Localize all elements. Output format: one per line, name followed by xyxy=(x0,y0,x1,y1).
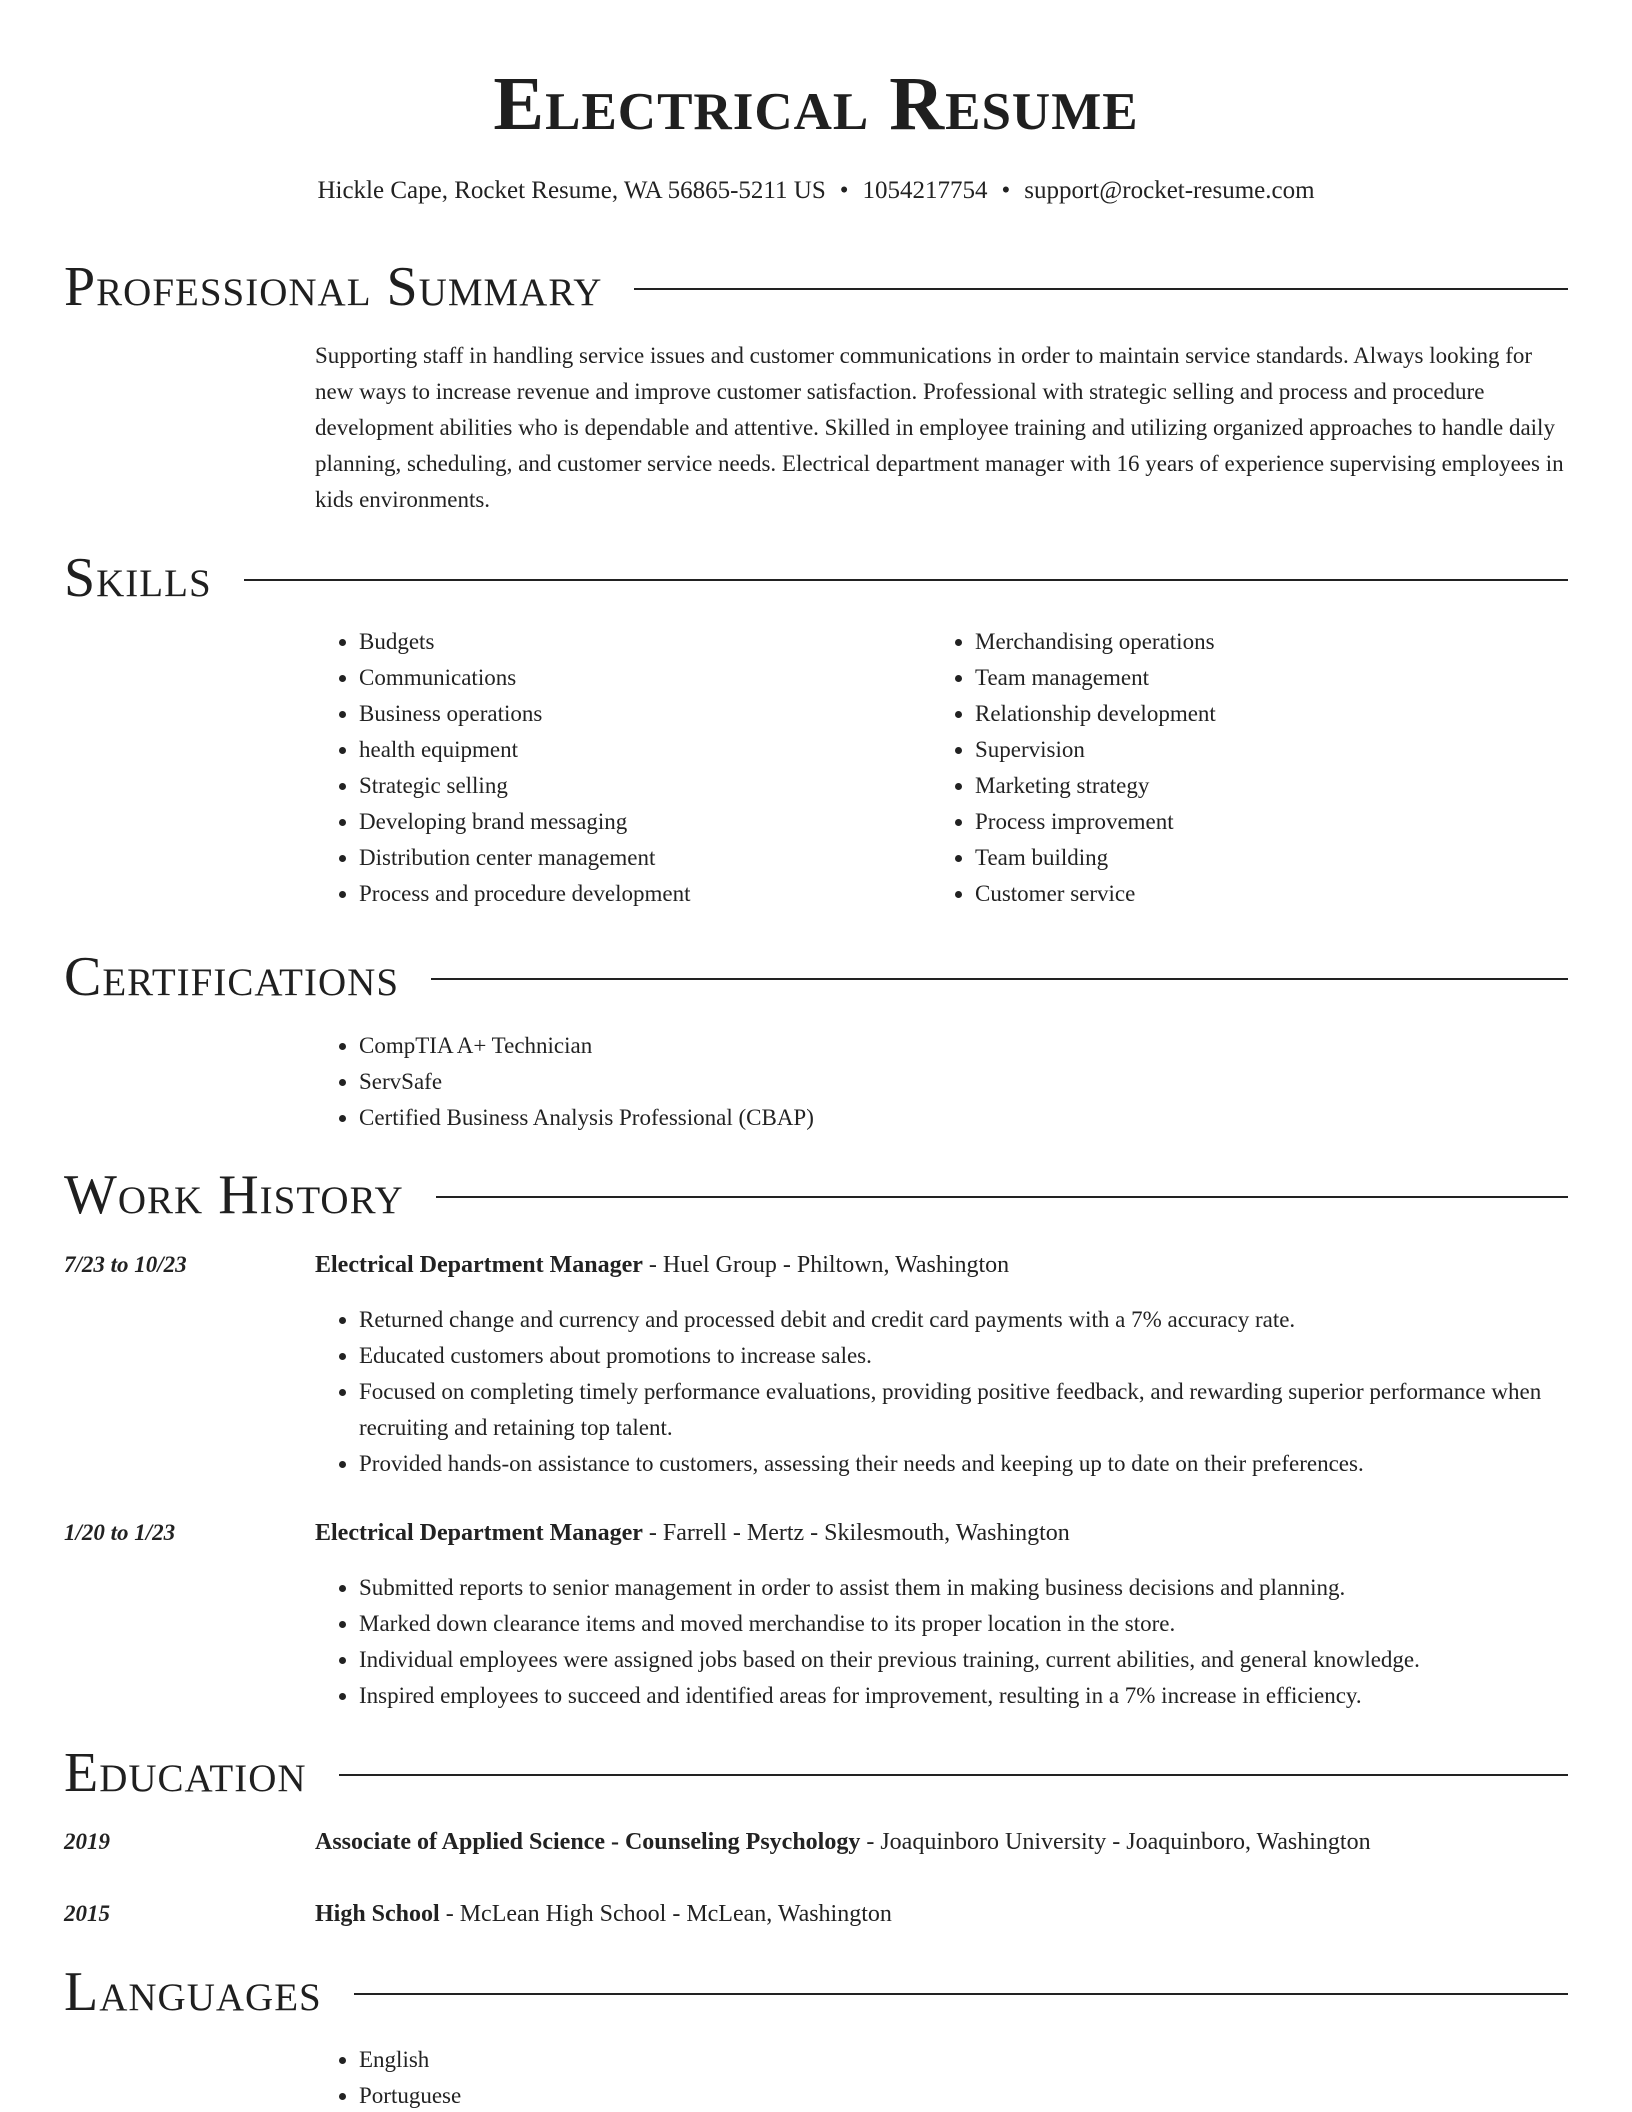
skill-item: • Customer service xyxy=(975,876,1547,912)
skill-item: • Developing brand messaging xyxy=(359,804,931,840)
skill-item: • health equipment xyxy=(359,732,931,768)
job-employer: - Farrell - Mertz - Skilesmouth, Washington xyxy=(642,1520,1070,1546)
language-item: • Portuguese xyxy=(359,2078,1568,2112)
education-degree: Associate of Applied Science - Counseling Psychology xyxy=(315,1829,861,1855)
section-heading-skills xyxy=(64,546,1568,610)
skill-item: • Team building xyxy=(975,840,1547,876)
certification-item: • CompTIA A+ Technician xyxy=(359,1028,1568,1064)
job-heading xyxy=(315,1248,1568,1282)
contact-line xyxy=(64,174,1568,208)
skill-item: • Business operations xyxy=(359,696,931,732)
job-bullet: • Educated customers about promotions to increase sales. xyxy=(359,1338,1568,1374)
skill-item: • Process and procedure development xyxy=(359,876,931,912)
section-heading-certifications xyxy=(64,945,1568,1009)
skill-item: • Process improvement xyxy=(975,804,1547,840)
job-bullet: • Marked down clearance items and moved merchandise to its proper location in the store. xyxy=(359,1606,1568,1642)
resume-title: Electrical Resume xyxy=(493,62,1139,146)
section-title: Languages xyxy=(64,1961,322,2023)
certification-item: • ServSafe xyxy=(359,1064,1568,1100)
education-degree: High School xyxy=(315,1901,440,1927)
job-title: Electrical Department Manager xyxy=(315,1252,643,1278)
section-title: Professional Summary xyxy=(64,256,603,318)
section-divider xyxy=(431,978,1568,980)
section-title: Certifications xyxy=(64,946,400,1008)
section-divider xyxy=(354,1993,1568,1995)
language-item: • English xyxy=(359,2042,1568,2078)
skill-item: • Marketing strategy xyxy=(975,768,1547,804)
skill-item: • Distribution center management xyxy=(359,840,931,876)
education-entry xyxy=(315,1897,1568,1931)
contact-separator: • xyxy=(839,177,849,204)
certification-item: • Certified Business Analysis Professional (CBAP) xyxy=(359,1100,1568,1136)
section-divider xyxy=(436,1196,1568,1198)
section-divider xyxy=(634,288,1568,290)
skill-item: • Budgets xyxy=(359,624,931,660)
education-year: 2015 xyxy=(64,1901,110,1926)
section-divider xyxy=(244,579,1568,581)
section-divider xyxy=(339,1774,1568,1776)
section-title: Skills xyxy=(64,547,212,609)
contact-separator: • xyxy=(1001,177,1011,204)
skill-item: • Team management xyxy=(975,660,1547,696)
skills-column-right xyxy=(931,624,1547,912)
job-dates: 7/23 to 10/23 xyxy=(64,1252,187,1277)
section-title: Education xyxy=(64,1742,307,1804)
job-bullet: • Returned change and currency and processed debit and credit card payments with a 7% accuracy rate. xyxy=(359,1302,1568,1338)
contact-email[interactable]: support@rocket-resume.com xyxy=(1024,177,1315,204)
job-bullet: • Provided hands-on assistance to customers, assessing their needs and keeping up to date on their preferences. xyxy=(359,1446,1568,1482)
contact-address: Hickle Cape, Rocket Resume, WA 56865-5211 US xyxy=(317,177,826,204)
job-bullets xyxy=(315,1302,1568,1482)
section-heading-work-history xyxy=(64,1163,1568,1227)
contact-phone: 1054217754 xyxy=(862,177,988,204)
skill-item: • Merchandising operations xyxy=(975,624,1547,660)
section-heading-summary xyxy=(64,255,1568,319)
job-heading xyxy=(315,1516,1568,1550)
job-bullets xyxy=(315,1570,1568,1714)
education-school: - Joaquinboro University - Joaquinboro, Washington xyxy=(860,1829,1371,1855)
languages-list xyxy=(315,2042,1568,2112)
education-year: 2019 xyxy=(64,1829,110,1854)
summary-paragraph: Supporting staff in handling service issues and customer communications in order to maintain service standards. Always looking for new ways to increase revenue and improve customer satisfaction. Professional with strategic selling and process and procedure development abilities who is dependable and attentive. Skilled in employee training and utilizing organized approaches to handle daily planning, scheduling, and customer service needs. Electrical department manager with 16 years of experience supervising employees in kids environments. xyxy=(315,343,1564,512)
skills-list-right xyxy=(931,624,1547,912)
certifications-list xyxy=(315,1028,1568,1136)
education-entry xyxy=(315,1825,1568,1859)
skill-item: • Relationship development xyxy=(975,696,1547,732)
skills-column-left xyxy=(315,624,931,912)
skill-item: • Strategic selling xyxy=(359,768,931,804)
job-dates: 1/20 to 1/23 xyxy=(64,1520,176,1545)
job-bullet: • Individual employees were assigned jobs based on their previous training, current abilities, and general knowledge. xyxy=(359,1642,1568,1678)
skill-item: • Communications xyxy=(359,660,931,696)
resume-page xyxy=(64,0,1568,2112)
section-heading-education xyxy=(64,1741,1568,1805)
job-bullet: • Inspired employees to succeed and identified areas for improvement, resulting in a 7% increase in efficiency. xyxy=(359,1678,1568,1714)
skill-item: • Supervision xyxy=(975,732,1547,768)
job-employer: - Huel Group - Philtown, Washington xyxy=(642,1252,1010,1278)
job-bullet: • Focused on completing timely performance evaluations, providing positive feedback, and rewarding superior performance when recruiting and retaining top talent. xyxy=(359,1374,1568,1446)
section-title: Work History xyxy=(64,1164,404,1226)
job-bullet: • Submitted reports to senior management in order to assist them in making business decisions and planning. xyxy=(359,1570,1568,1606)
section-heading-languages xyxy=(64,1960,1568,2024)
education-school: - McLean High School - McLean, Washington xyxy=(439,1901,892,1927)
job-title: Electrical Department Manager xyxy=(315,1520,643,1546)
skills-list-left xyxy=(315,624,931,912)
skills-grid xyxy=(315,624,1568,912)
